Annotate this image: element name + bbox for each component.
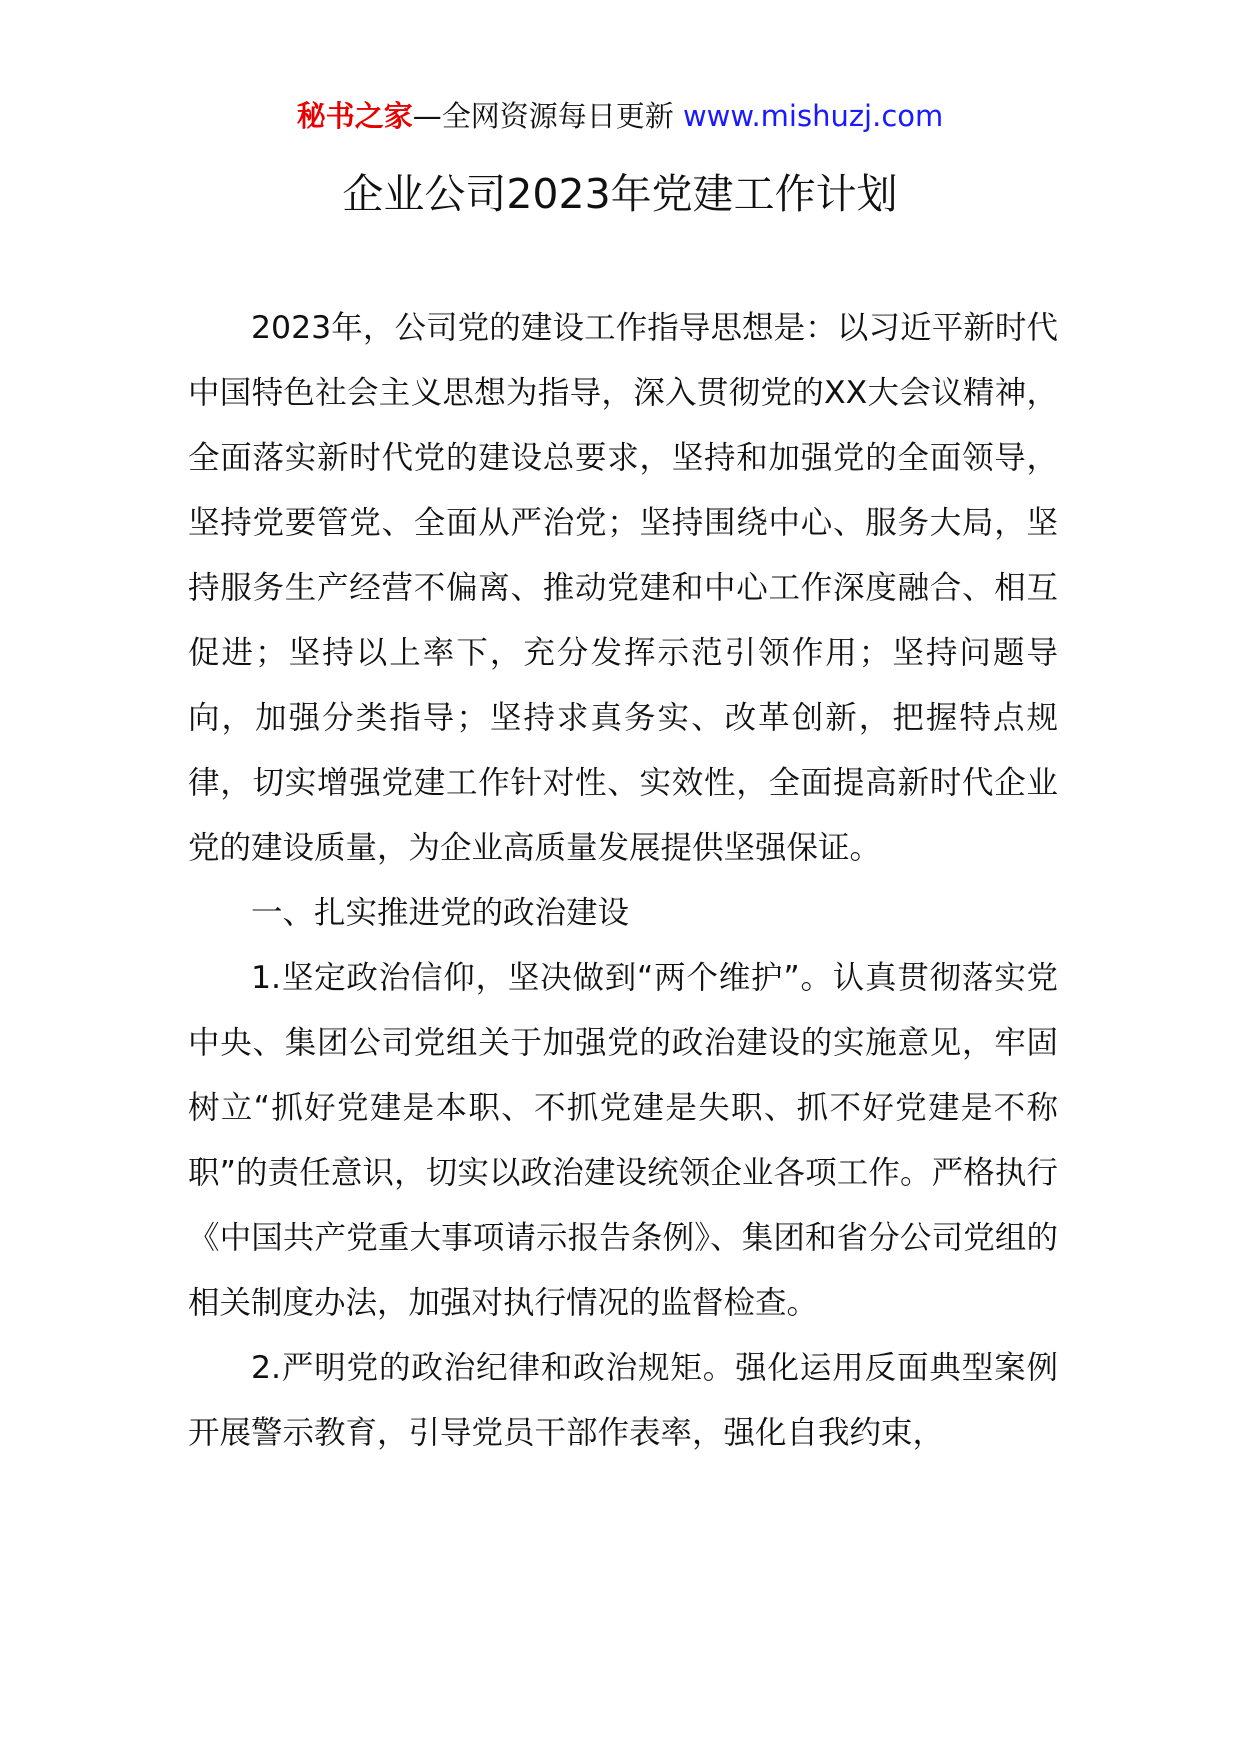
item-paragraph-1: 1.坚定政治信仰，坚决做到“两个维护”。认真贯彻落实党中央、集团公司党组关于加强党的政治建设的实施意见，牢固树立“抓好党建是本职、不抓党建是失职、抓不好党建是不称职”的责任意识，切实以政治建设统领企业各项工作。严格执行《中国共产党重大事项请示报告条例》、集团和省分公司党组的相关制度办法，加强对执行情况的监督检查。 — [188, 960, 1058, 1321]
document-title: 企业公司2023年党建工作计划 — [342, 170, 898, 218]
brand-name: 秘书之家 — [296, 99, 413, 133]
section-heading: 一、扎实推进党的政治建设 — [251, 895, 630, 931]
site-header — [0, 96, 1240, 136]
intro-paragraph: 2023年，公司党的建设工作指导思想是：以习近平新时代中国特色社会主义思想为指导，深入贯彻党的XX大会议精神，全面落实新时代党的建设总要求，坚持和加强党的全面领导，坚持党要管党、全面从严治党；坚持围绕中心、服务大局，坚持服务生产经营不偏离、推动党建和中心工作深度融合、相互促进；坚持以上率下，充分发挥示范引领作用；坚持问题导向，加强分类指导；坚持求真务实、改革创新，把握特点规律，切实增强党建工作针对性、实效性，全面提高新时代企业党的建设质量，为企业高质量发展提供坚强保证。 — [188, 310, 1058, 866]
document-body — [188, 296, 1058, 1466]
site-tagline: —全网资源每日更新 — [412, 99, 674, 133]
site-url-link[interactable]: www.mishuzj.com — [682, 99, 944, 133]
item-paragraph-2: 2.严明党的政治纪律和政治规矩。强化运用反面典型案例开展警示教育，引导党员干部作表率，强化自我约束， — [188, 1350, 1058, 1451]
